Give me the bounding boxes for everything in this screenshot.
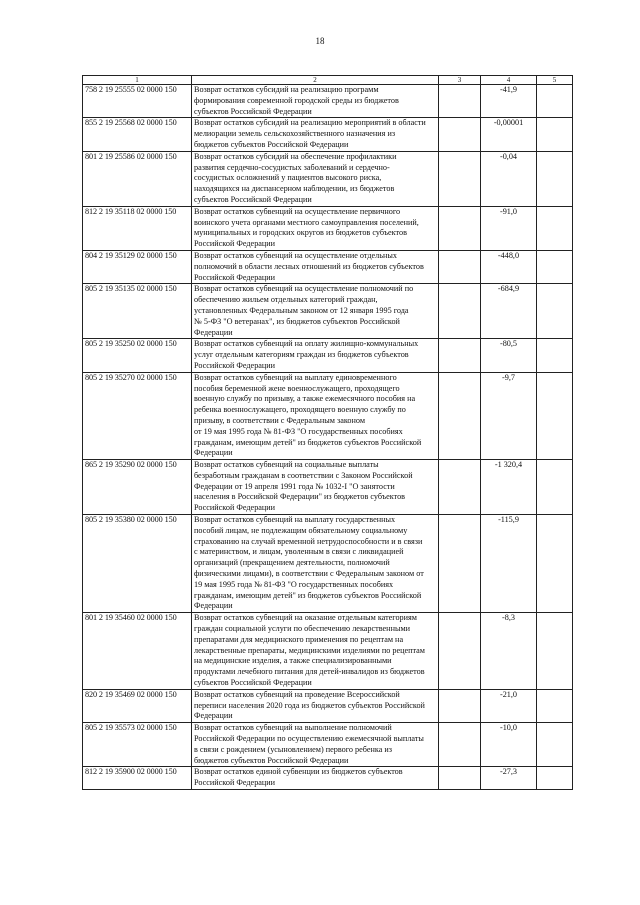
description-line: Российской Федерации по осуществлению ежемесячной выплаты bbox=[194, 734, 424, 744]
budget-code: 812 2 19 35118 02 0000 150 bbox=[83, 206, 192, 250]
description-line: воинского учета органами местного самоуправления поселений, bbox=[194, 217, 419, 227]
table-row bbox=[83, 689, 573, 722]
description-line: субъектов Российской Федерации bbox=[194, 106, 312, 116]
column-3-cell bbox=[439, 206, 481, 250]
amount: -9,7 bbox=[481, 372, 537, 459]
description-line: Российской Федерации bbox=[194, 239, 276, 249]
revenue-description bbox=[192, 206, 439, 250]
page-number: 18 bbox=[315, 36, 325, 46]
column-5-cell bbox=[537, 613, 573, 690]
column-5-cell bbox=[537, 689, 573, 722]
revenue-description bbox=[192, 613, 439, 690]
table-row bbox=[83, 723, 573, 767]
budget-code: 805 2 19 35573 02 0000 150 bbox=[83, 723, 192, 767]
description-line: с материнством, и лицам, уволенным в связи с ликвидацией bbox=[194, 547, 404, 557]
amount: -684,9 bbox=[481, 284, 537, 339]
description-line: Возврат остатков субвенций на проведение Всероссийской bbox=[194, 689, 400, 699]
amount: -91,0 bbox=[481, 206, 537, 250]
revenue-description bbox=[192, 723, 439, 767]
description-line: Возврат остатков единой субвенции из бюджетов субъектов bbox=[194, 767, 403, 777]
column-5-cell bbox=[537, 339, 573, 372]
table-row bbox=[83, 372, 573, 459]
description-line: Возврат остатков субсидий на реализацию мероприятий в области bbox=[194, 118, 426, 128]
budget-code: 805 2 19 35250 02 0000 150 bbox=[83, 339, 192, 372]
description-line: формирования современной городской среды из бюджетов bbox=[194, 95, 399, 105]
table-row bbox=[83, 85, 573, 118]
description-line: находящихся на диспансерном наблюдении, из бюджетов bbox=[194, 184, 395, 194]
description-line: субъектов Российской Федерации bbox=[194, 678, 312, 688]
description-line: Возврат остатков субвенций на выполнение полномочий bbox=[194, 723, 392, 733]
description-line: Российской Федерации bbox=[194, 272, 276, 282]
column-number-2: 2 bbox=[192, 76, 439, 85]
column-5-cell bbox=[537, 250, 573, 283]
column-5-cell bbox=[537, 372, 573, 459]
description-line: населения в Российской Федерации" из бюджетов субъектов bbox=[194, 492, 406, 502]
column-5-cell bbox=[537, 460, 573, 515]
description-line: услуг отдельным категориям граждан из бюджетов субъектов bbox=[194, 350, 409, 360]
description-line: препаратами для медицинского применения по рецептам на bbox=[194, 634, 404, 644]
description-line: Возврат остатков субвенций на осуществление полномочий по bbox=[194, 284, 414, 294]
column-3-cell bbox=[439, 613, 481, 690]
column-number-row bbox=[83, 76, 573, 85]
description-line: установленных Федеральным законом от 12 января 1995 года bbox=[194, 305, 409, 315]
description-line: бюджетов субъектов Российской Федерации bbox=[194, 755, 349, 765]
column-3-cell bbox=[439, 767, 481, 790]
description-line: полномочий в области лесных отношений из бюджетов субъектов bbox=[194, 261, 424, 271]
column-3-cell bbox=[439, 118, 481, 151]
description-line: продуктами лечебного питания для детей-инвалидов из бюджетов bbox=[194, 667, 425, 677]
column-5-cell bbox=[537, 723, 573, 767]
column-number-1: 1 bbox=[83, 76, 192, 85]
column-number-3: 3 bbox=[439, 76, 481, 85]
budget-code: 801 2 19 35460 02 0000 150 bbox=[83, 613, 192, 690]
amount: -80,5 bbox=[481, 339, 537, 372]
table-row bbox=[83, 613, 573, 690]
budget-code: 812 2 19 35900 02 0000 150 bbox=[83, 767, 192, 790]
amount: -115,9 bbox=[481, 515, 537, 613]
column-5-cell bbox=[537, 284, 573, 339]
description-line: мелиорации земель сельскохозяйственного назначения из bbox=[194, 129, 396, 139]
description-line: Возврат остатков субвенций на социальные выплаты bbox=[194, 460, 379, 470]
description-line: страхованию на случай временной нетрудоспособности и в связи bbox=[194, 536, 423, 546]
budget-code: 805 2 19 35380 02 0000 150 bbox=[83, 515, 192, 613]
column-3-cell bbox=[439, 723, 481, 767]
table-row bbox=[83, 515, 573, 613]
revenue-description bbox=[192, 250, 439, 283]
description-line: пособия беременной жене военнослужащего, проходящего bbox=[194, 383, 400, 393]
description-line: гражданам, имеющим детей" из бюджетов субъектов Российской bbox=[194, 437, 422, 447]
description-line: пособий лицам, не подлежащим обязательному социальному bbox=[194, 525, 408, 535]
description-line: Возврат остатков субвенций на выплату единовременного bbox=[194, 372, 397, 382]
budget-code: 758 2 19 25555 02 0000 150 bbox=[83, 85, 192, 118]
description-line: Возврат остатков субвенций на оказание отдельным категориям bbox=[194, 613, 417, 623]
revenue-description bbox=[192, 151, 439, 206]
revenue-description bbox=[192, 118, 439, 151]
column-5-cell bbox=[537, 206, 573, 250]
revenue-description bbox=[192, 515, 439, 613]
revenue-description bbox=[192, 767, 439, 790]
amount: -41,9 bbox=[481, 85, 537, 118]
column-3-cell bbox=[439, 250, 481, 283]
amount: -1 320,4 bbox=[481, 460, 537, 515]
revenue-description bbox=[192, 689, 439, 722]
column-3-cell bbox=[439, 151, 481, 206]
description-line: граждан социальной услуги по обеспечению лекарственными bbox=[194, 624, 411, 634]
table-row bbox=[83, 460, 573, 515]
description-line: развития сердечно-сосудистых заболеваний и сердечно- bbox=[194, 162, 390, 172]
table-row bbox=[83, 339, 573, 372]
description-line: Федерации bbox=[194, 448, 233, 458]
budget-code: 855 2 19 25568 02 0000 150 bbox=[83, 118, 192, 151]
column-5-cell bbox=[537, 85, 573, 118]
budget-code: 805 2 19 35135 02 0000 150 bbox=[83, 284, 192, 339]
description-line: Возврат остатков субвенций на осуществление первичного bbox=[194, 206, 401, 216]
description-line: лекарственные препараты, медицинскими изделиями по рецептам bbox=[194, 645, 425, 655]
column-5-cell bbox=[537, 767, 573, 790]
table-row bbox=[83, 284, 573, 339]
description-line: от 19 мая 1995 года № 81-ФЗ "О государственных пособиях bbox=[194, 426, 403, 436]
table-row bbox=[83, 767, 573, 790]
description-line: муниципальных и городских округов из бюджетов субъектов bbox=[194, 228, 407, 238]
revenue-description bbox=[192, 85, 439, 118]
description-line: военную службу по призыву, а также ежемесячного пособия на bbox=[194, 394, 416, 404]
description-line: Российской Федерации bbox=[194, 503, 276, 513]
amount: -0,00001 bbox=[481, 118, 537, 151]
description-line: Возврат остатков субвенций на осуществление отдельных bbox=[194, 250, 397, 260]
description-line: гражданам, имеющим детей" из бюджетов субъектов Российской bbox=[194, 590, 422, 600]
description-line: Возврат остатков субвенций на выплату государственных bbox=[194, 515, 396, 525]
description-line: Возврат остатков субсидий на реализацию программ bbox=[194, 85, 379, 94]
column-number-4: 4 bbox=[481, 76, 537, 85]
amount: -21,0 bbox=[481, 689, 537, 722]
table-row bbox=[83, 118, 573, 151]
table-row bbox=[83, 206, 573, 250]
column-3-cell bbox=[439, 372, 481, 459]
amount: -10,0 bbox=[481, 723, 537, 767]
description-line: физическими лицами), в соответствии с Федеральным законом от bbox=[194, 569, 424, 579]
description-line: Федерации от 19 апреля 1991 года № 1032-I "О занятости bbox=[194, 481, 395, 491]
column-3-cell bbox=[439, 689, 481, 722]
budget-code: 804 2 19 35129 02 0000 150 bbox=[83, 250, 192, 283]
description-line: Федерации bbox=[194, 601, 233, 611]
description-line: № 5-ФЗ "О ветеранах", из бюджетов субъектов Российской bbox=[194, 316, 400, 326]
description-line: субъектов Российской Федерации bbox=[194, 194, 312, 204]
budget-code: 865 2 19 35290 02 0000 150 bbox=[83, 460, 192, 515]
column-3-cell bbox=[439, 515, 481, 613]
revenue-description bbox=[192, 339, 439, 372]
budget-code: 805 2 19 35270 02 0000 150 bbox=[83, 372, 192, 459]
revenue-description bbox=[192, 460, 439, 515]
description-line: переписи населения 2020 года из бюджетов субъектов Российской bbox=[194, 700, 425, 710]
budget-table bbox=[82, 75, 573, 790]
description-line: Федерации bbox=[194, 711, 233, 721]
revenue-description bbox=[192, 372, 439, 459]
column-5-cell bbox=[537, 118, 573, 151]
budget-table-body bbox=[83, 76, 573, 790]
description-line: призыву, в соответствии с Федеральным законом bbox=[194, 415, 365, 425]
description-line: организаций (прекращением деятельности, полномочий bbox=[194, 558, 390, 568]
description-line: ребенка военнослужащего, проходящего военную службу по bbox=[194, 405, 406, 415]
amount: -8,3 bbox=[481, 613, 537, 690]
column-3-cell bbox=[439, 339, 481, 372]
description-line: на медицинские изделия, а также специализированными bbox=[194, 656, 392, 666]
column-5-cell bbox=[537, 151, 573, 206]
description-line: Возврат остатков субвенций на оплату жилищно-коммунальных bbox=[194, 339, 419, 349]
revenue-description bbox=[192, 284, 439, 339]
amount: -448,0 bbox=[481, 250, 537, 283]
table-row bbox=[83, 151, 573, 206]
description-line: безработным гражданам в соответствии с Законом Российской bbox=[194, 470, 413, 480]
description-line: обеспечению жильем отдельных категорий граждан, bbox=[194, 295, 378, 305]
description-line: в связи с рождением (усыновлением) первого ребенка из bbox=[194, 744, 392, 754]
budget-code: 801 2 19 25586 02 0000 150 bbox=[83, 151, 192, 206]
column-number-5: 5 bbox=[537, 76, 573, 85]
column-3-cell bbox=[439, 85, 481, 118]
table-row bbox=[83, 250, 573, 283]
description-line: сосудистых осложнений у пациентов высокого риска, bbox=[194, 173, 382, 183]
description-line: Российской Федерации bbox=[194, 360, 276, 370]
description-line: 19 мая 1995 года № 81-ФЗ "О государственных пособиях bbox=[194, 579, 394, 589]
budget-code: 820 2 19 35469 02 0000 150 bbox=[83, 689, 192, 722]
column-3-cell bbox=[439, 284, 481, 339]
column-3-cell bbox=[439, 460, 481, 515]
amount: -27,3 bbox=[481, 767, 537, 790]
description-line: бюджетов субъектов Российской Федерации bbox=[194, 139, 349, 149]
column-5-cell bbox=[537, 515, 573, 613]
description-line: Федерации bbox=[194, 327, 233, 337]
description-line: Возврат остатков субсидий на обеспечение профилактики bbox=[194, 151, 397, 161]
amount: -0,04 bbox=[481, 151, 537, 206]
description-line: Российской Федерации bbox=[194, 778, 276, 788]
